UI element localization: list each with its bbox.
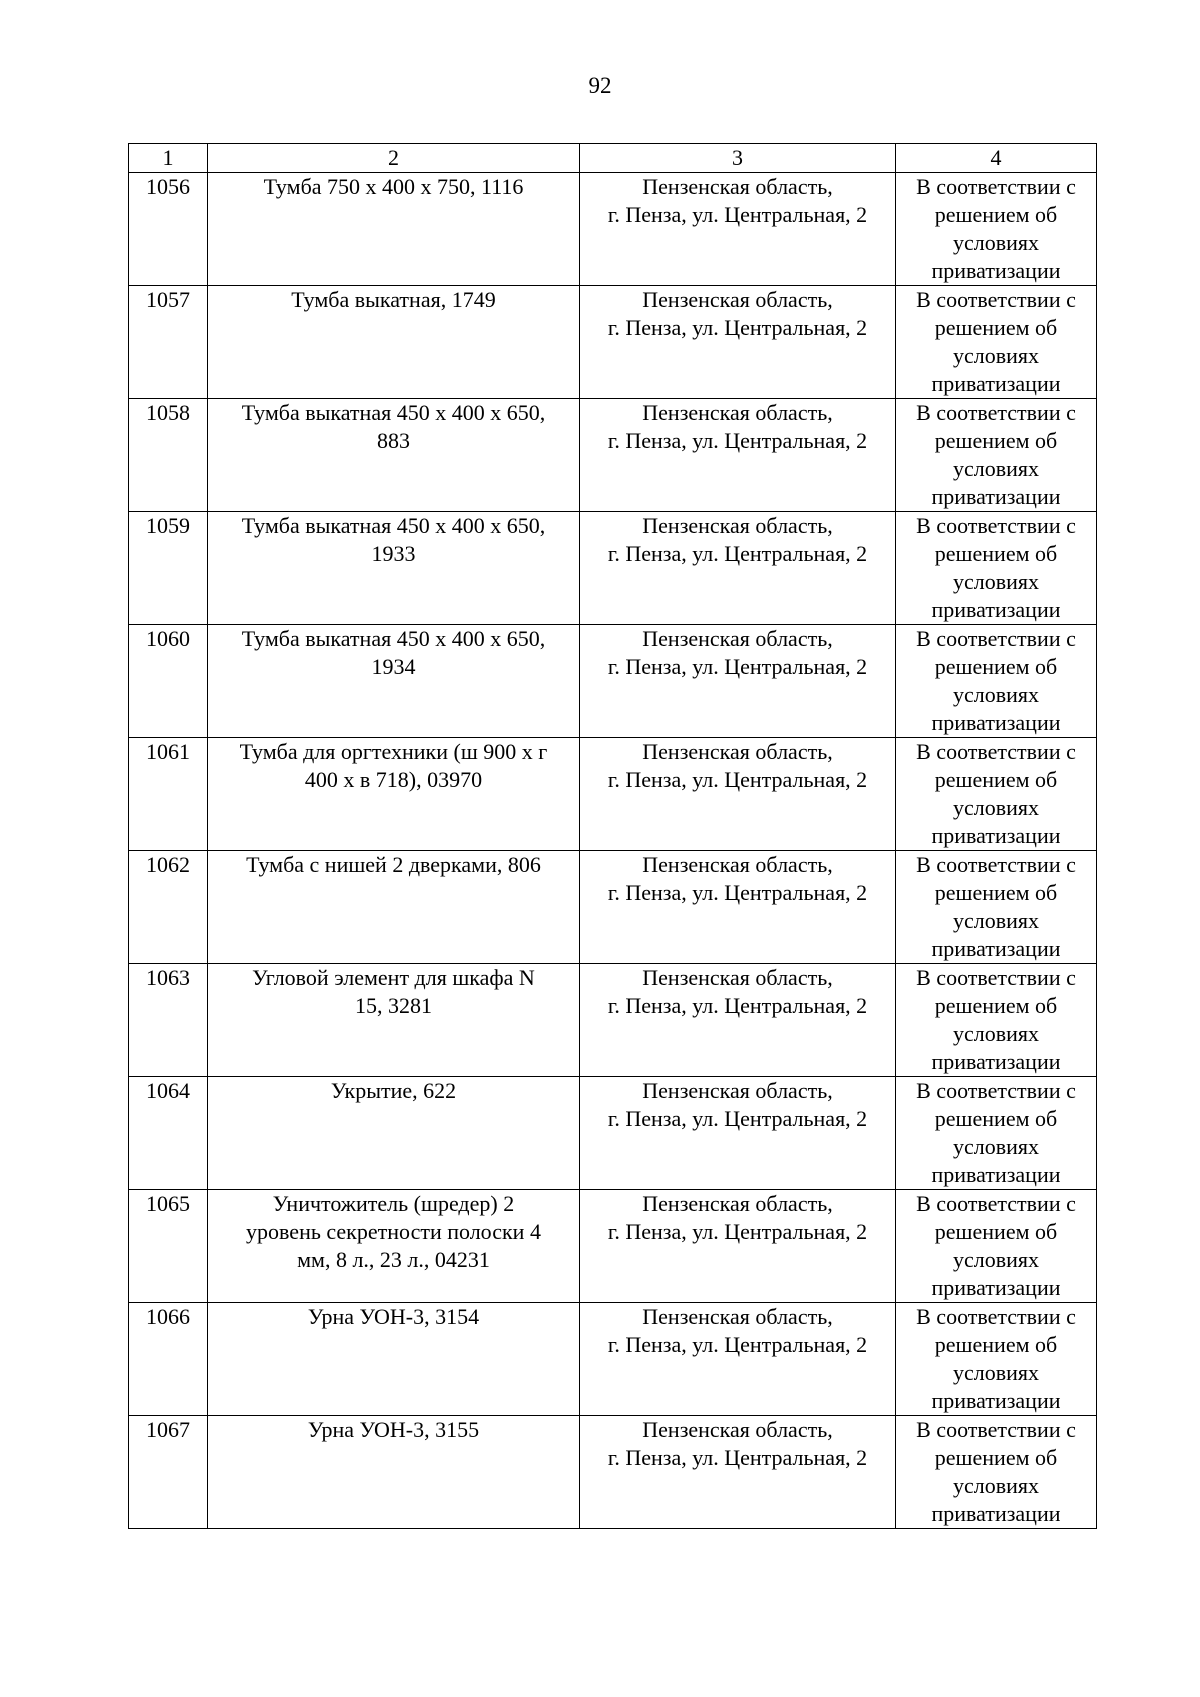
terms-line: условиях <box>952 1247 1040 1272</box>
location-line: г. Пенза, ул. Центральная, 2 <box>607 315 868 340</box>
table-row <box>129 625 1097 738</box>
terms-line: приватизации <box>931 1275 1061 1300</box>
location-line: Пензенская область, <box>642 1078 833 1103</box>
page-number: 92 <box>588 73 612 98</box>
terms-line: условиях <box>952 795 1040 820</box>
terms-line: приватизации <box>931 710 1061 735</box>
terms-cell <box>896 1303 1097 1416</box>
item-name-line: Уничтожитель (шредер) 2 <box>272 1191 515 1216</box>
terms-line: В соответствии с <box>916 400 1076 425</box>
location-cell <box>580 512 896 625</box>
row-number-cell: 1062 <box>129 851 208 964</box>
terms-line: приватизации <box>931 1501 1061 1526</box>
terms-line: В соответствии с <box>916 287 1076 312</box>
location-cell <box>580 1416 896 1529</box>
location-line: Пензенская область, <box>642 513 833 538</box>
terms-line: решением об <box>934 993 1058 1018</box>
terms-line: решением об <box>934 1445 1058 1470</box>
item-name-line: Тумба с нишей 2 дверками, 806 <box>246 852 541 877</box>
item-name-line: мм, 8 л., 23 л., 04231 <box>297 1247 490 1272</box>
item-name-cell <box>208 625 580 738</box>
item-name-line: Тумба выкатная 450 х 400 х 650, <box>241 513 546 538</box>
terms-cell <box>896 173 1097 286</box>
location-line: г. Пенза, ул. Центральная, 2 <box>607 993 868 1018</box>
location-cell <box>580 399 896 512</box>
item-name-line: Тумба для оргтехники (ш 900 х г <box>239 739 548 764</box>
item-name-cell <box>208 1416 580 1529</box>
row-number-cell: 1065 <box>129 1190 208 1303</box>
terms-cell <box>896 286 1097 399</box>
row-number-cell: 1064 <box>129 1077 208 1190</box>
terms-line: условиях <box>952 1134 1040 1159</box>
location-line: Пензенская область, <box>642 1417 833 1442</box>
item-name-line: Урна УОН-3, 3155 <box>307 1417 480 1442</box>
location-line: Пензенская область, <box>642 174 833 199</box>
header-col-1: 1 <box>129 144 208 173</box>
item-name-cell <box>208 964 580 1077</box>
item-name-line: 1933 <box>371 541 416 566</box>
terms-cell <box>896 512 1097 625</box>
terms-line: условиях <box>952 908 1040 933</box>
location-cell <box>580 173 896 286</box>
terms-line: решением об <box>934 541 1058 566</box>
terms-line: условиях <box>952 1360 1040 1385</box>
location-cell <box>580 1190 896 1303</box>
location-cell <box>580 625 896 738</box>
terms-line: условиях <box>952 343 1040 368</box>
item-name-line: 1934 <box>371 654 416 679</box>
terms-line: В соответствии с <box>916 174 1076 199</box>
terms-cell <box>896 1190 1097 1303</box>
header-col-4: 4 <box>896 144 1097 173</box>
item-name-cell <box>208 851 580 964</box>
location-cell <box>580 1303 896 1416</box>
location-cell <box>580 738 896 851</box>
table-row <box>129 851 1097 964</box>
table-row <box>129 399 1097 512</box>
item-name-cell <box>208 1190 580 1303</box>
table-row <box>129 1416 1097 1529</box>
location-line: г. Пенза, ул. Центральная, 2 <box>607 428 868 453</box>
terms-line: приватизации <box>931 1388 1061 1413</box>
terms-line: В соответствии с <box>916 626 1076 651</box>
location-cell <box>580 851 896 964</box>
table-row <box>129 286 1097 399</box>
terms-line: приватизации <box>931 597 1061 622</box>
location-line: г. Пенза, ул. Центральная, 2 <box>607 1445 868 1470</box>
terms-line: условиях <box>952 1473 1040 1498</box>
terms-line: приватизации <box>931 484 1061 509</box>
terms-cell <box>896 399 1097 512</box>
terms-line: В соответствии с <box>916 1417 1076 1442</box>
terms-line: решением об <box>934 880 1058 905</box>
item-name-line: 883 <box>377 428 410 453</box>
location-line: г. Пенза, ул. Центральная, 2 <box>607 541 868 566</box>
item-name-cell <box>208 1077 580 1190</box>
location-line: г. Пенза, ул. Центральная, 2 <box>607 1332 868 1357</box>
terms-line: приватизации <box>931 1049 1061 1074</box>
item-name-cell <box>208 173 580 286</box>
location-line: Пензенская область, <box>642 965 833 990</box>
terms-cell <box>896 964 1097 1077</box>
terms-line: В соответствии с <box>916 513 1076 538</box>
location-line: г. Пенза, ул. Центральная, 2 <box>607 880 868 905</box>
property-table <box>128 143 1097 1529</box>
item-name-line: Тумба выкатная 450 х 400 х 650, <box>241 400 546 425</box>
terms-line: условиях <box>952 682 1040 707</box>
terms-line: решением об <box>934 654 1058 679</box>
terms-line: приватизации <box>931 1162 1061 1187</box>
header-col-2: 2 <box>208 144 580 173</box>
table-row <box>129 738 1097 851</box>
location-line: Пензенская область, <box>642 852 833 877</box>
row-number-cell: 1057 <box>129 286 208 399</box>
terms-cell <box>896 625 1097 738</box>
row-number-cell: 1063 <box>129 964 208 1077</box>
item-name-line: Урна УОН-3, 3154 <box>307 1304 480 1329</box>
table-row <box>129 1077 1097 1190</box>
terms-line: решением об <box>934 315 1058 340</box>
terms-line: приватизации <box>931 258 1061 283</box>
table-header <box>129 144 1097 173</box>
table-body <box>129 173 1097 1529</box>
table-row <box>129 173 1097 286</box>
location-line: г. Пенза, ул. Центральная, 2 <box>607 767 868 792</box>
item-name-line: 15, 3281 <box>355 993 432 1018</box>
item-name-cell <box>208 286 580 399</box>
terms-line: В соответствии с <box>916 965 1076 990</box>
terms-line: решением об <box>934 1332 1058 1357</box>
terms-line: решением об <box>934 767 1058 792</box>
row-number-cell: 1060 <box>129 625 208 738</box>
item-name-line: Тумба выкатная, 1749 <box>291 287 496 312</box>
item-name-cell <box>208 512 580 625</box>
terms-line: условиях <box>952 1021 1040 1046</box>
table-row <box>129 1303 1097 1416</box>
terms-line: В соответствии с <box>916 1304 1076 1329</box>
item-name-line: Тумба выкатная 450 х 400 х 650, <box>241 626 546 651</box>
location-line: Пензенская область, <box>642 1191 833 1216</box>
table-row <box>129 1190 1097 1303</box>
item-name-line: уровень секретности полоски 4 <box>246 1219 541 1244</box>
table-row <box>129 512 1097 625</box>
item-name-line: Укрытие, 622 <box>330 1078 457 1103</box>
terms-line: В соответствии с <box>916 739 1076 764</box>
location-line: г. Пенза, ул. Центральная, 2 <box>607 654 868 679</box>
terms-line: решением об <box>934 202 1058 227</box>
location-cell <box>580 1077 896 1190</box>
item-name-line: 400 х в 718), 03970 <box>304 767 483 792</box>
location-line: Пензенская область, <box>642 287 833 312</box>
row-number-cell: 1067 <box>129 1416 208 1529</box>
location-line: Пензенская область, <box>642 400 833 425</box>
table-row <box>129 964 1097 1077</box>
location-line: Пензенская область, <box>642 1304 833 1329</box>
terms-line: решением об <box>934 1106 1058 1131</box>
item-name-line: Угловой элемент для шкафа N <box>252 965 535 990</box>
item-name-line: Тумба 750 х 400 х 750, 1116 <box>263 174 524 199</box>
terms-line: приватизации <box>931 936 1061 961</box>
terms-line: решением об <box>934 428 1058 453</box>
row-number-cell: 1061 <box>129 738 208 851</box>
terms-line: В соответствии с <box>916 1078 1076 1103</box>
location-cell <box>580 964 896 1077</box>
item-name-cell <box>208 399 580 512</box>
terms-line: решением об <box>934 1219 1058 1244</box>
location-line: г. Пенза, ул. Центральная, 2 <box>607 1106 868 1131</box>
terms-cell <box>896 1077 1097 1190</box>
location-line: Пензенская область, <box>642 739 833 764</box>
terms-line: условиях <box>952 569 1040 594</box>
terms-cell <box>896 738 1097 851</box>
row-number-cell: 1058 <box>129 399 208 512</box>
header-row <box>129 144 1097 173</box>
terms-line: условиях <box>952 456 1040 481</box>
terms-line: условиях <box>952 230 1040 255</box>
terms-line: В соответствии с <box>916 1191 1076 1216</box>
row-number-cell: 1066 <box>129 1303 208 1416</box>
row-number-cell: 1056 <box>129 173 208 286</box>
location-cell <box>580 286 896 399</box>
location-line: г. Пенза, ул. Центральная, 2 <box>607 202 868 227</box>
header-col-3: 3 <box>580 144 896 173</box>
row-number-cell: 1059 <box>129 512 208 625</box>
terms-line: приватизации <box>931 823 1061 848</box>
location-line: г. Пенза, ул. Центральная, 2 <box>607 1219 868 1244</box>
item-name-cell <box>208 1303 580 1416</box>
location-line: Пензенская область, <box>642 626 833 651</box>
item-name-cell <box>208 738 580 851</box>
terms-cell <box>896 851 1097 964</box>
terms-line: В соответствии с <box>916 852 1076 877</box>
terms-line: приватизации <box>931 371 1061 396</box>
terms-cell <box>896 1416 1097 1529</box>
